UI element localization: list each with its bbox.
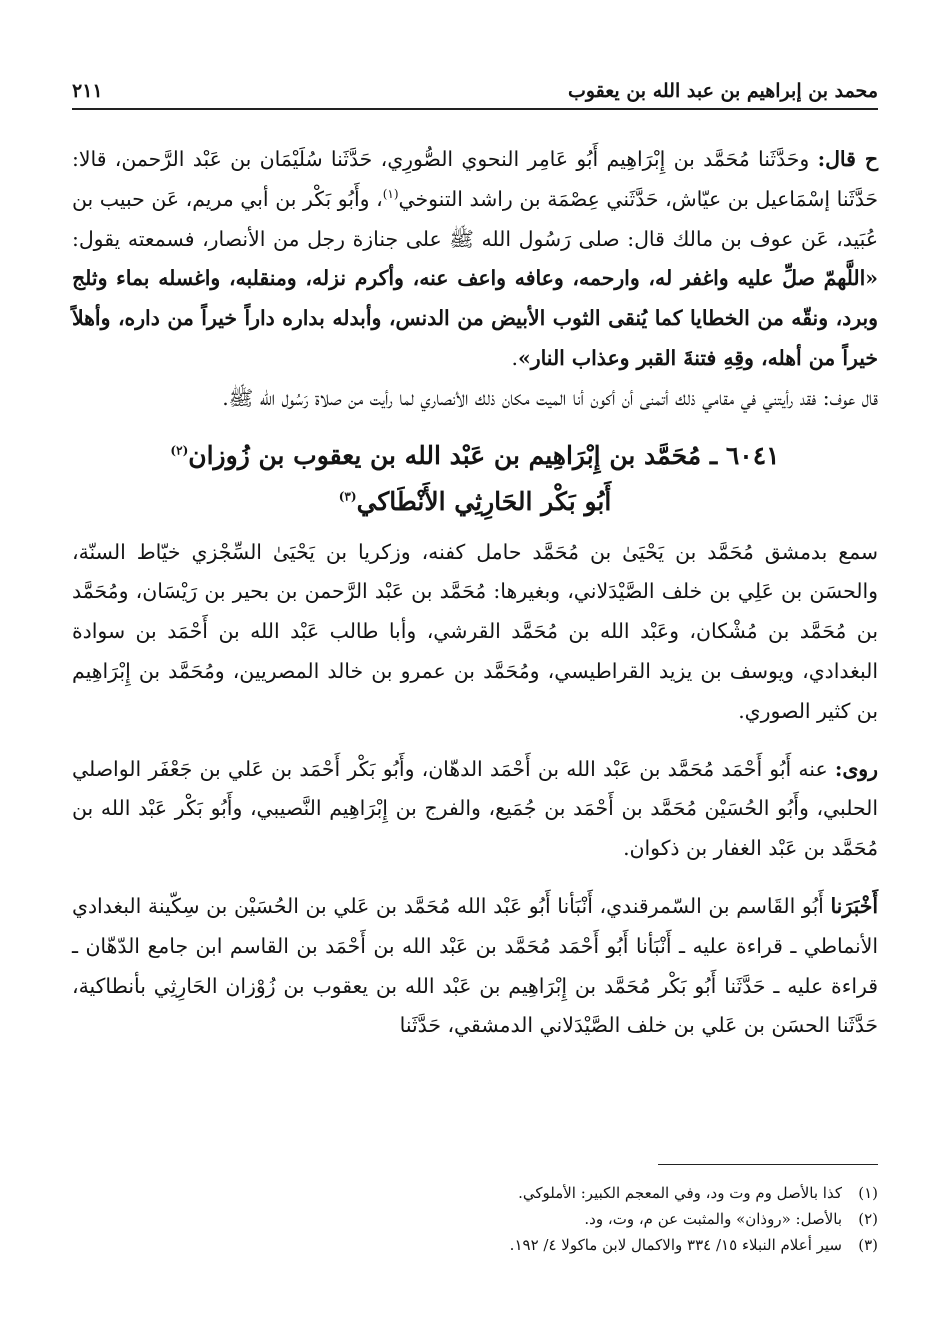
page-header: [72, 68, 878, 102]
footnote-ref: (٣): [338, 489, 357, 504]
footnote: [72, 1232, 878, 1258]
paragraph-end: .: [511, 345, 518, 370]
hadith-paragraph: [72, 140, 878, 379]
isnad-text: وحَدَّثَنا مُحَمَّد بن إِبْرَاهِيم أَبُو عَامِر النحوي الصُّورِي، حَدَّثَنا سُلَيْمَان بن عَبْد الرَّحمن، قالا: حَدَّثَنا إسْمَاعيل بن عيّاش، حَدَّثَني عِصْمَة بن راشد التنوخي: [72, 147, 878, 211]
footnote-number: (٢): [858, 1210, 878, 1228]
book-page: [72, 0, 878, 1332]
paragraph-lead: روى:: [834, 756, 878, 781]
footnote: [72, 1180, 878, 1206]
footnote-rule: [658, 1164, 878, 1165]
footnote-text: كذا بالأصل وم وت ود، وفي المعجم الكبير: الأملوكي.: [518, 1184, 842, 1202]
isnad-text-cont: ، وأَبُو بَكْر بن أبي مريم، عَن حبيب بن عُبَيد، عَن عوف بن مالك قال: صلى رَسُول الله ﷺ على جنازة رجل من الأنصار، فسمعته يقول:: [72, 186, 878, 251]
main-text: [72, 140, 878, 1046]
prayer-text: «اللَّهمّ صلِّ عليه واغفر له، وارحمه، وعافه واعف عنه، وأكرم نزله، ومنقلبه، واغسله بماء وثلج وبرد، ونقّه من الخطايا كما يُنقى الثوب الأبيض من الدنس، وأبدله بداره داراً خيراً من داره، وأهلاً خيراً من أهله، وقِهِ فتنةَ القبر وعذاب النار»: [72, 266, 878, 370]
narrators-paragraph: [72, 750, 878, 869]
heading-line-1: [72, 433, 878, 479]
heading-line-2: [72, 479, 878, 525]
awf-statement: قال عوف: فقد رأيتني في مقامي ذلك أتمنى أن أكون أنا الميت مكان ذلك الأنصاري لما رأيت من صلاة رَسُول الله ﷺ.: [222, 385, 878, 410]
teachers-paragraph: سمع بدمشق مُحَمَّد بن يَحْيَىٰ بن مُحَمَّد حامل كفنه، وزكريا بن يَحْيَىٰ السِّجْزي خيّاط السنّة، والحسَن بن عَلِي بن خلف الصَّيْدَلاني، وبغيرها: مُحَمَّد بن عَبْد الرَّحمن بن بحير بن رَيْسَان، ومُحَمَّد بن مُحَمَّد بن مُشْكان، وعَبْد الله بن مُحَمَّد القرشي، وأبا طالب عَبْد الله بن أَحْمَد بن سوادة البغدادي، ويوسف بن يزيد القراطيسي، ومُحَمَّد بن عمرو بن خالد المصريين، ومُحَمَّد بن إِبْرَاهِيم بن كثير الصوري.: [72, 539, 878, 723]
paragraph-lead: أَخْبَرَنا: [830, 893, 878, 918]
paragraph-gap: [72, 869, 878, 887]
footnote-number: (٣): [858, 1236, 878, 1254]
isnad-paragraph: [72, 887, 878, 1046]
footnote-number: (١): [858, 1184, 878, 1202]
heading-name: ٦٠٤١ ـ مُحَمَّد بن إِبْرَاهِيم بن عَبْد الله بن يعقوب بن زُوزان: [188, 440, 780, 470]
running-title: محمد بن إبراهيم بن عبد الله بن يعقوب: [567, 80, 878, 102]
page-number: ٢١١: [72, 80, 103, 102]
footnotes: [72, 1180, 878, 1258]
header-rule: [72, 108, 878, 110]
isnad-chain-text: أَبُو القَاسم بن السّمرقندي، أَنْبَأنا أَبُو عَبْد الله مُحَمَّد بن عَلي بن الحُسَيْن بن سِكّينة البغدادي الأنماطي ـ قراءة عليه ـ أَنْبَأنا أَبُو أَحْمَد مُحَمَّد بن عَبْد الله بن أَحْمَد بن القاسم ابن جامع الدّهّان ـ قراءة عليه ـ حَدَّثَنا أَبُو بَكْر مُحَمَّد بن إِبْرَاهِيم بن عَبْد الله بن يعقوب بن زُوْزان الحَارِثِي بأنطاكية، حَدَّثَنا الحسَن بن عَلي بن خلف الصَّيْدَلاني الدمشقي، حَدَّثَنا: [72, 893, 878, 1038]
footnote: [72, 1206, 878, 1232]
heading-kunya: أَبُو بَكْر الحَارِثِي الأَنْطَاكي: [356, 486, 612, 516]
footnote-text: سير أعلام النبلاء ١٥/ ٣٣٤ والاكمال لابن ماكولا ٤/ ١٩٢.: [509, 1236, 842, 1254]
footnote-ref: (١): [382, 187, 399, 201]
footnote-text: بالأصل: «روذان» والمثبت عن م، وت، ود.: [584, 1210, 842, 1228]
biography-heading: [72, 433, 878, 525]
narrators-text: عنه أَبُو أَحْمَد مُحَمَّد بن عَبْد الله بن أَحْمَد الدهّان، وأَبُو بَكْر أَحْمَد بن عَلي بن جَعْفَر الواصلي الحلبي، وأَبُو الحُسَيْن مُحَمَّد بن أَحْمَد بن جُمَيع، والفرج بن إِبْرَاهِيم النَّصيبي، وأَبُو بَكْر عَبْد الله بن مُحَمَّد بن عَبْد الغفار بن ذكوان.: [72, 756, 878, 861]
paragraph-lead: ح قال:: [817, 147, 878, 171]
paragraph-gap: [72, 732, 878, 750]
footnote-ref: (٢): [170, 443, 189, 458]
